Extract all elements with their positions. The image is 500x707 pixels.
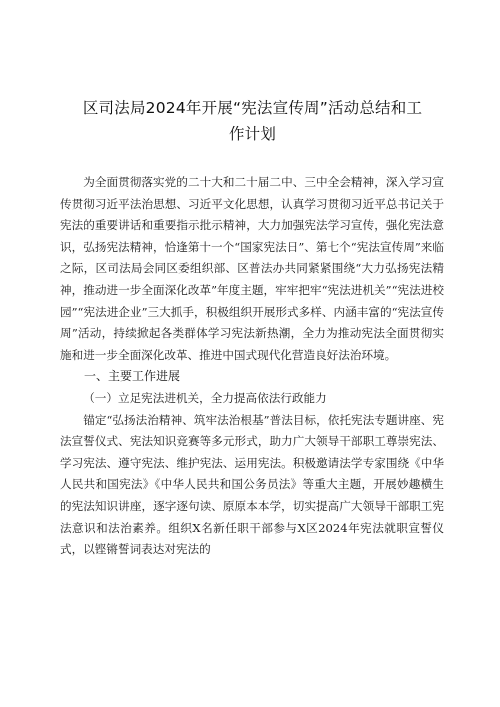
subsection-heading: （一）立足宪法进机关，全力提高依法行政能力 xyxy=(83,390,327,405)
body-paragraph: 锚定“弘扬法治精神、筑牢法治根基”普法目标，依托宪法专题讲座、宪法宣誓仪式、宪法知识竞赛等多元形式，助力广大领导干部职工尊崇宪法、学习宪法、遵守宪法、维护宪法、运用宪法。积极邀请法学专家围绕《中华人民共和国宪法》《中华人民共和国公务员法》等重大主题，开展妙趣横生的宪法知识讲座，逐字逐句读、原原本本学，切实提高广大领导干部职工宪法意识和法治素养。组织X名新任职干部参与X区2024年宪法就职宣誓仪式，以铿锵誓词表达对宪法的 xyxy=(60,412,444,557)
document-title: 区司法局2024年开展“宪法宣传周”活动总结和工作计划 xyxy=(82,99,423,143)
document-body xyxy=(60,172,444,561)
section-heading: 一、主要工作进展 xyxy=(84,369,181,384)
intro-paragraph: 为全面贯彻落实党的二十大和二十届二中、三中全会精神，深入学习宣传贯彻习近平法治思想、习近平文化思想，认真学习贯彻习近平总书记关于宪法的重要讲话和重要指示批示精神，大力加强宪法学习宣传，强化宪法意识，弘扬宪法精神，恰逢第十一个“国家宪法日”、第七个“宪法宣传周”来临之际，区司法局会同区委组织部、区普法办共同紧紧围绕“大力弘扬宪法精神，推动进一步全面深化改革”年度主题，牢牢把牢“宪法进机关”“宪法进校园”“宪法进企业”三大抓手，积极组织开展形式多样、内涵丰富的“宪法宣传周”活动，持续掀起各类群体学习宪法新热潮，全力为推动宪法全面贯彻实施和进一步全面深化改革、推进中国式现代化营造良好法治环境。 xyxy=(60,175,444,362)
